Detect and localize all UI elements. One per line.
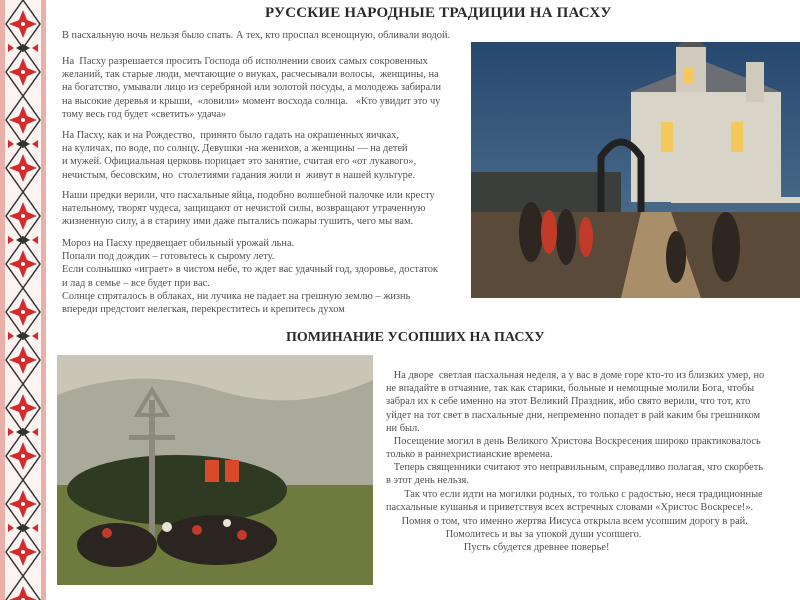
- section-heading-commemoration: ПОМИНАНИЕ УСОПШИХ НА ПАСХУ: [286, 330, 545, 345]
- cemetery-painting: [57, 355, 373, 585]
- page-title: РУССКИЕ НАРОДНЫЕ ТРАДИЦИИ НА ПАСХУ: [265, 5, 612, 21]
- paragraph-priests: Теперь священники считают это неправильным, справедливо полагая, что скорбеть в этот день нельзя.: [386, 462, 764, 487]
- paragraph-with-joy: Так что если идти на могилки родных, то только с радостью, неся традиционные пасхальные кушанья и приветствуя всех встречных словами «Христос Воскресе!».: [386, 489, 763, 514]
- paragraph-fortune-telling: На Пасху, как и на Рождество, принято было гадать на окрашенных яичках, на куличах, по воде, по солнцу. Девушки -на женихов, а женщины — на детей и мужей. Официальная церковь порицает это занятие, считая его «от лукавого», нечистым, бесовским, но столетиями гадания жили и живут в нашей культуре.: [62, 130, 417, 181]
- paragraph-eggs: Наши предки верили, что пасхальные яйца, подобно волшебной палочке или кресту нательному, творят чудеса, защищают от нечистой силы, возвращают утраченную жизненную силу, а в старину ими даже пытались пожары тушить, чего мы вам.: [62, 190, 435, 228]
- paragraph-prayer: Помня о том, что именно жертва Иисуса открыла всем усопшим дорогу в рай. Помолитесь и вы за упокой души усопшего. Пусть сбудется древнее поверье!: [401, 516, 748, 554]
- embroidery-ornament-border: [0, 0, 46, 600]
- paragraph-wishes: На Пасху разрешается просить Господа об исполнении своих самых сокровенных желаний, так старые люди, мечтающие о внуках, расчесывали волосы, женщины, на на богатство, умывали лицо из серебряной или золотой посуды, а молодежь забирали на высокие деревья и крыши, «ловили» момент восхода солнца. «Кто увидит это чу тому весь год будет «светить» удача»: [62, 56, 442, 120]
- easter-church-painting: [471, 42, 800, 298]
- paragraph-easter-week: На дворе светлая пасхальная неделя, а у вас в доме горе кто-то из близких умер, но не впадайте в отчаяние, так как старики, больные и немощные молили Бога, чтобы забрал их к себе именно на этот Великий Праздник, ибо свято верили, что тот, кто уйдет на тот свет в пасхальные дни, непременно попадет в рай каким бы грешником ни был.: [386, 370, 765, 434]
- paragraph-no-sleep: В пасхальную ночь нельзя было спать. А тех, кто проспал всенощную, обливали водой.: [62, 30, 451, 41]
- paragraph-omens: Мороз на Пасху предвещает обильный урожай льна. Попали под дождик – готовьтесь к сырому лету. Если солнышко «играет» в чистом небе, то ждет вас удачный год, здоровье, достаток и лад в семье – все будет при вас. Солнце спряталось в облаках, ни лучика не падает на грешную землю – жизнь впереди предстоит нелегкая, перекреститесь и крепитесь духом: [62, 238, 438, 316]
- paragraph-grave-visits: Посещение могил в день Великого Христова Воскресения широко практиковалось только в раннехристианские времена.: [386, 436, 761, 461]
